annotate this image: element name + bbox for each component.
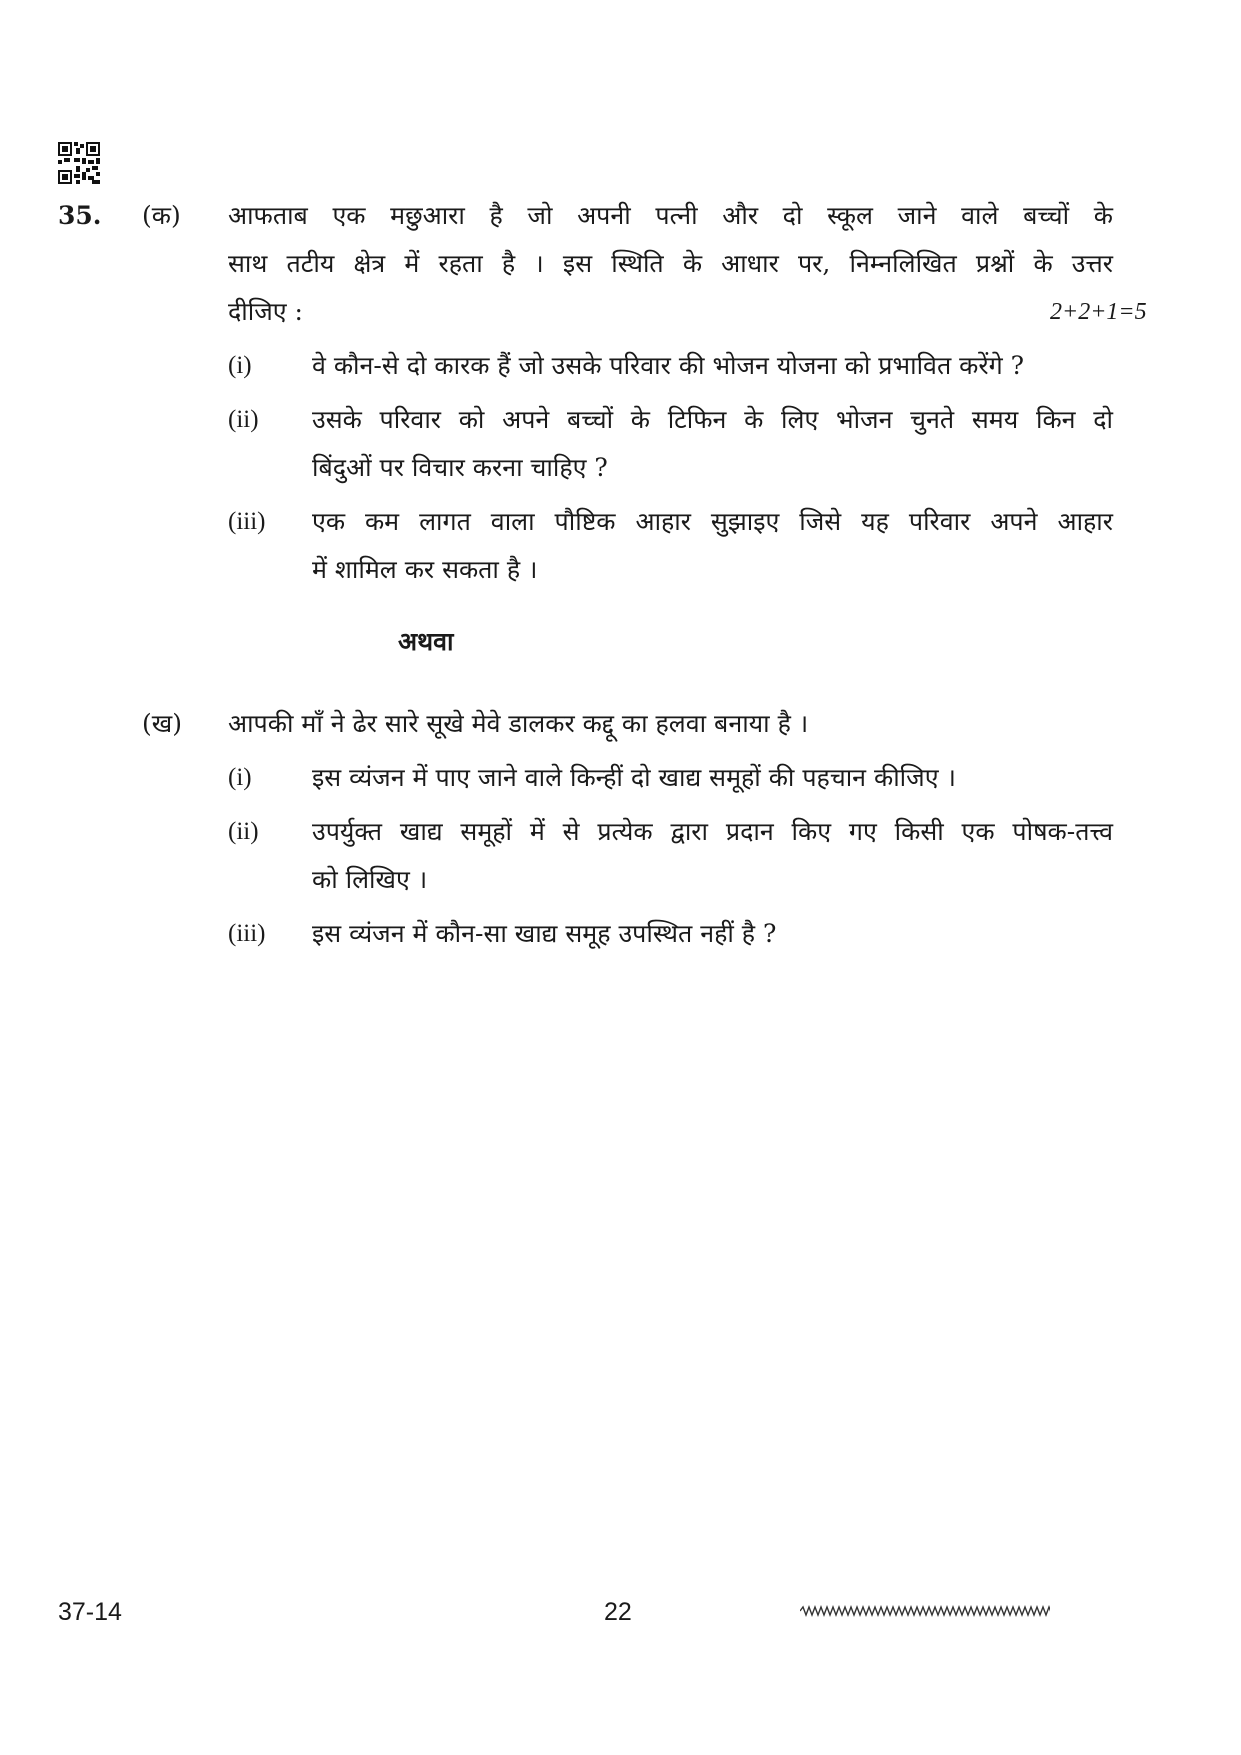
wavy-line-decoration — [800, 1604, 1050, 1618]
part-b-sub-iii-text: इस व्यंजन में कौन-सा खाद्य समूह उपस्थित नहीं है ? — [312, 919, 777, 948]
part-b-sub-i-text: इस व्यंजन में पाए जाने वाले किन्हीं दो खाद्य समूहों की पहचान कीजिए । — [312, 763, 956, 792]
part-a-sub-i-label: (i) — [228, 352, 252, 379]
part-a-stem-line-1: आफताब एक मछुआरा है जो अपनी पत्नी और दो स्कूल जाने वाले बच्चों के — [228, 201, 1113, 230]
part-b-sub-i-label: (i) — [228, 764, 252, 791]
page-number: 22 — [604, 1598, 632, 1626]
part-b-sub-ii-line-2: को लिखिए । — [312, 865, 428, 894]
paper-code: 37-14 — [58, 1598, 122, 1626]
part-b-sub-ii-label: (ii) — [228, 818, 259, 845]
part-a-sub-i-text: वे कौन-से दो कारक हैं जो उसके परिवार की भोजन योजना को प्रभावित करेंगे ? — [312, 351, 1025, 380]
part-a-stem-line-2: साथ तटीय क्षेत्र में रहता है । इस स्थिति के आधार पर, निम्नलिखित प्रश्नों के उत्तर — [228, 249, 1113, 278]
qr-code — [58, 142, 100, 184]
part-a-sub-iii-line-2: में शामिल कर सकता है । — [312, 555, 538, 584]
question-number: 35. — [58, 201, 102, 230]
part-a-stem-line-3: दीजिए : — [228, 297, 303, 326]
part-a-sub-ii-line-2: बिंदुओं पर विचार करना चाहिए ? — [312, 453, 608, 482]
part-a-sub-iii-line-1: एक कम लागत वाला पौष्टिक आहार सुझाइए जिसे यह परिवार अपने आहार — [312, 507, 1113, 536]
part-a-sub-ii-label: (ii) — [228, 406, 259, 433]
part-b-stem: आपकी माँ ने ढेर सारे सूखे मेवे डालकर कद्दू का हलवा बनाया है । — [228, 709, 809, 738]
part-a-sub-iii-label: (iii) — [228, 508, 266, 535]
or-separator: अथवा — [398, 627, 454, 656]
part-b-label: (ख) — [142, 709, 182, 738]
part-b-sub-iii-label: (iii) — [228, 920, 266, 947]
part-a-sub-ii-line-1: उसके परिवार को अपने बच्चों के टिफिन के लिए भोजन चुनते समय किन दो — [312, 405, 1113, 434]
part-b-sub-ii-line-1: उपर्युक्त खाद्य समूहों में से प्रत्येक द्वारा प्रदान किए गए किसी एक पोषक-तत्त्व — [312, 817, 1113, 846]
marks-allocation: 2+2+1=5 — [1050, 299, 1147, 325]
part-a-label: (क) — [142, 201, 181, 230]
